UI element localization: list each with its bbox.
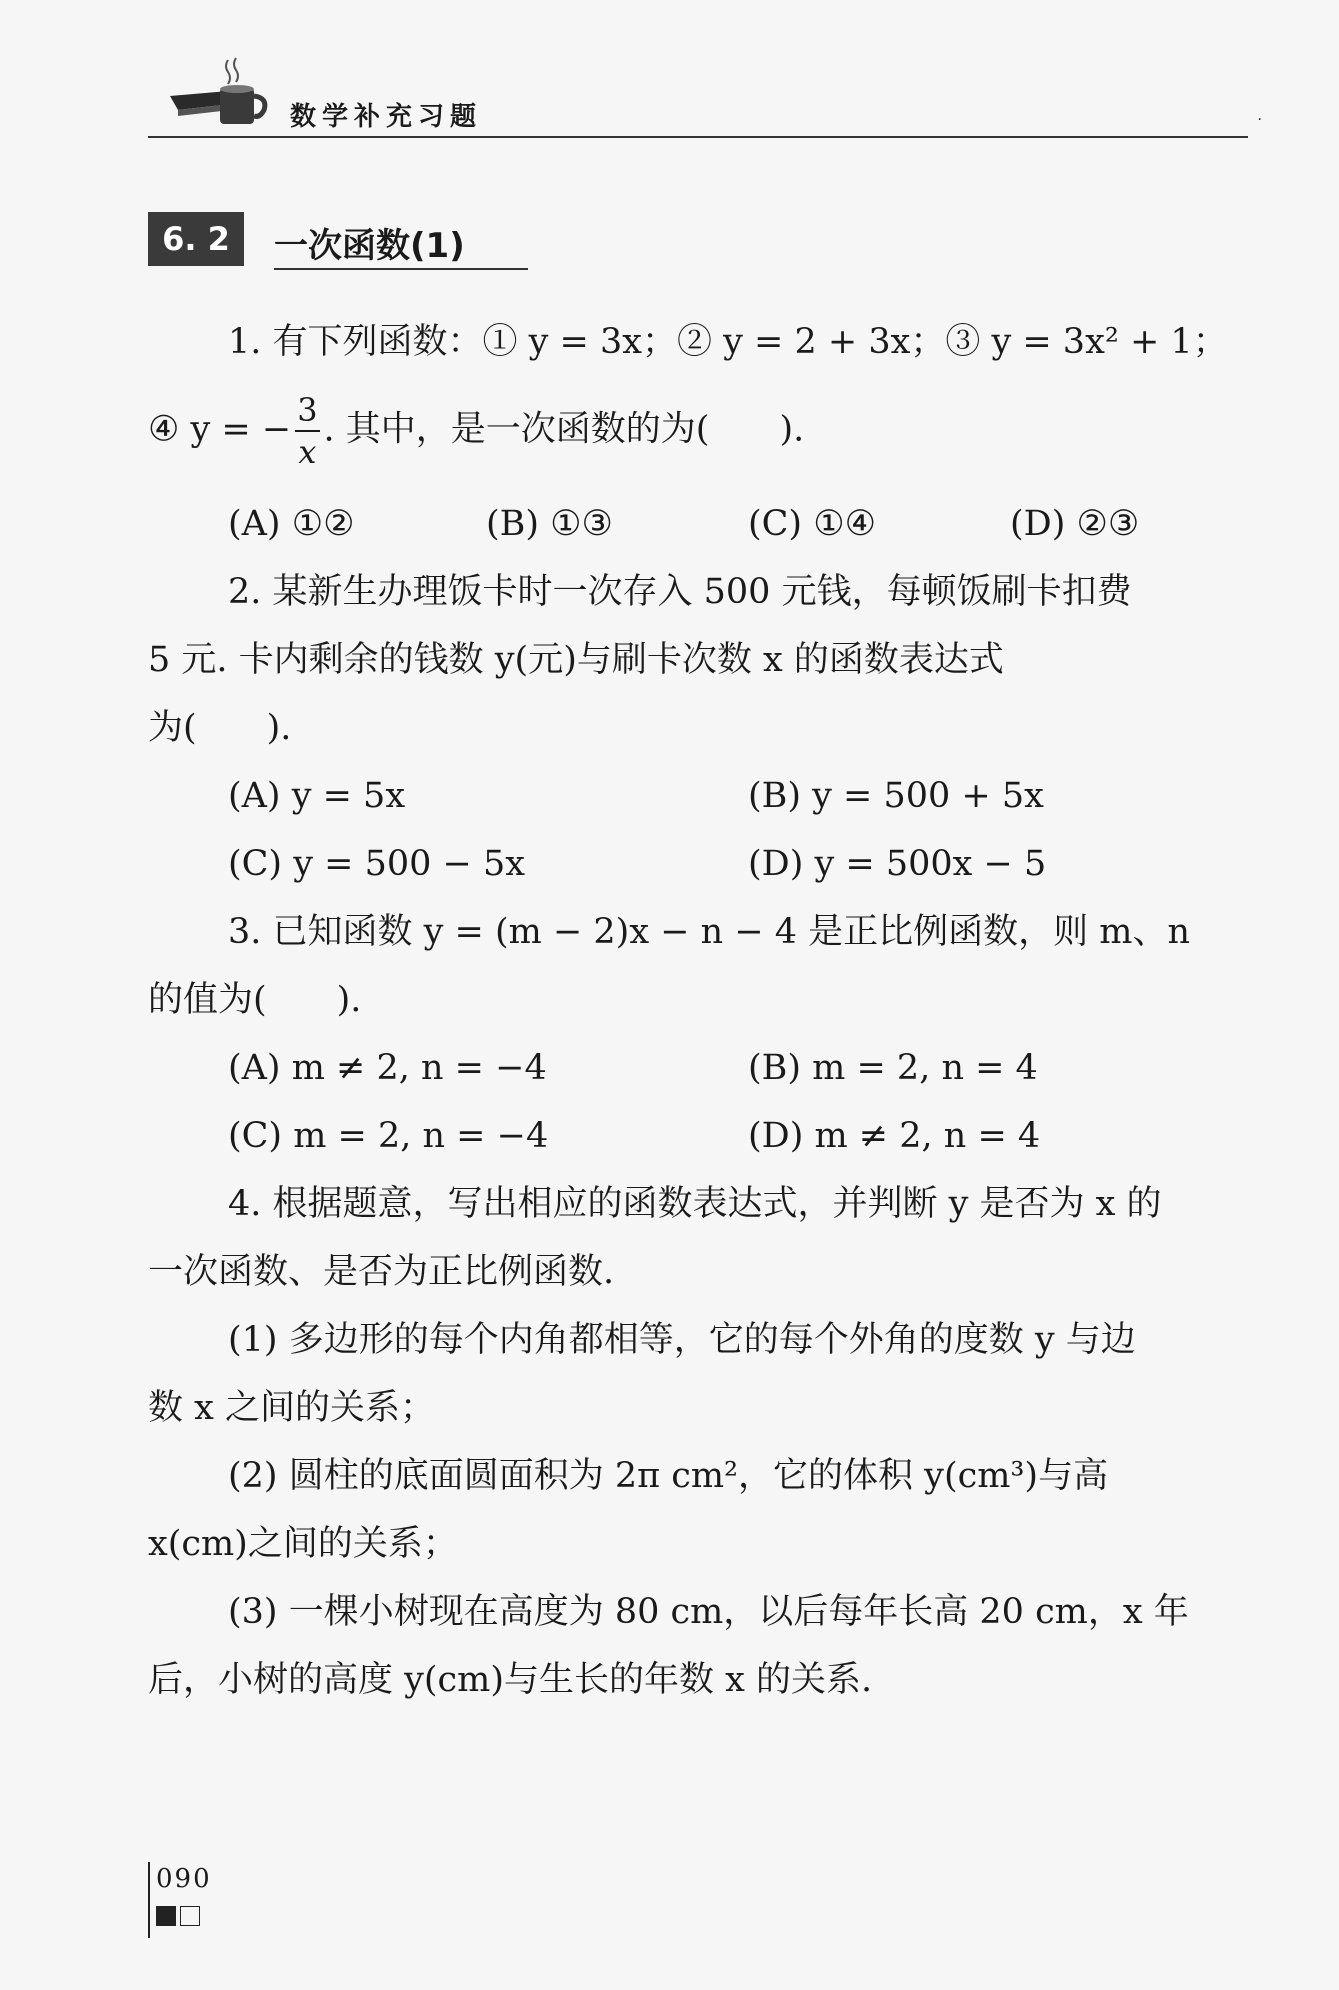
q1-fraction-num: 3 bbox=[295, 390, 319, 432]
q4-line1: 4. 根据题意，写出相应的函数表达式，并判断 y 是否为 x 的 bbox=[228, 1184, 1162, 1224]
section-number: 6. 2 bbox=[148, 212, 244, 266]
q1-line2-suffix: . 其中，是一次函数的为( ). bbox=[323, 409, 805, 450]
q2-line1: 2. 某新生办理饭卡时一次存入 500 元钱，每顿饭刷卡扣费 bbox=[228, 572, 1132, 612]
q3-line1: 3. 已知函数 y = (m − 2)x − n − 4 是正比例函数，则 m、n bbox=[228, 912, 1191, 952]
empty-square-icon bbox=[180, 1906, 200, 1926]
q4-part3-line1: (3) 一棵小树现在高度为 80 cm，以后每年长高 20 cm，x 年 bbox=[228, 1592, 1189, 1632]
header-dot: · bbox=[1257, 112, 1262, 128]
q4-part3-line2: 后，小树的高度 y(cm)与生长的年数 x 的关系. bbox=[148, 1660, 873, 1700]
q2-option-c: (C) y = 500 − 5x bbox=[228, 844, 525, 884]
q1-line2 bbox=[148, 390, 804, 472]
q1-option-b: (B) ①③ bbox=[486, 504, 613, 544]
q4-line2: 一次函数、是否为正比例函数. bbox=[148, 1252, 615, 1292]
q1-fraction-den: x bbox=[298, 433, 317, 471]
header-title: 数学补充习题 bbox=[290, 102, 483, 132]
page-number: 090 bbox=[156, 1864, 212, 1894]
q1-line1: 1. 有下列函数：① y = 3x；② y = 2 + 3x；③ y = 3x² + 1； bbox=[228, 322, 1228, 362]
q3-option-d: (D) m ≠ 2, n = 4 bbox=[748, 1116, 1041, 1156]
section-rule bbox=[274, 268, 528, 270]
filled-square-icon bbox=[156, 1906, 176, 1926]
q4-part1-line2: 数 x 之间的关系； bbox=[148, 1388, 435, 1428]
page-header bbox=[148, 52, 1262, 142]
q4-part2-line1: (2) 圆柱的底面圆面积为 2π cm²，它的体积 y(cm³)与高 bbox=[228, 1456, 1109, 1496]
q2-option-d: (D) y = 500x − 5 bbox=[748, 844, 1047, 884]
q4-part2-line2: x(cm)之间的关系； bbox=[148, 1524, 458, 1564]
q1-option-c: (C) ①④ bbox=[748, 504, 876, 544]
q1-line2-prefix: ④ y = − bbox=[148, 409, 292, 450]
q3-line2: 的值为( ). bbox=[148, 980, 362, 1020]
q3-option-a: (A) m ≠ 2, n = −4 bbox=[228, 1048, 547, 1088]
q2-line2: 5 元. 卡内剩余的钱数 y(元)与刷卡次数 x 的函数表达式 bbox=[148, 640, 1004, 680]
footer-rule bbox=[148, 1862, 150, 1938]
q2-line3: 为( ). bbox=[148, 708, 292, 748]
header-rule bbox=[148, 136, 1248, 138]
q2-option-b: (B) y = 500 + 5x bbox=[748, 776, 1044, 816]
q4-part1-line1: (1) 多边形的每个内角都相等，它的每个外角的度数 y 与边 bbox=[228, 1320, 1136, 1360]
q3-option-c: (C) m = 2, n = −4 bbox=[228, 1116, 549, 1156]
q1-option-d: (D) ②③ bbox=[1010, 504, 1140, 544]
q1-fraction bbox=[295, 390, 319, 472]
q1-option-a: (A) ①② bbox=[228, 504, 355, 544]
book-and-cup-icon bbox=[170, 52, 280, 132]
q3-option-b: (B) m = 2, n = 4 bbox=[748, 1048, 1038, 1088]
section-title: 一次函数(1) bbox=[274, 226, 465, 266]
q2-option-a: (A) y = 5x bbox=[228, 776, 406, 816]
